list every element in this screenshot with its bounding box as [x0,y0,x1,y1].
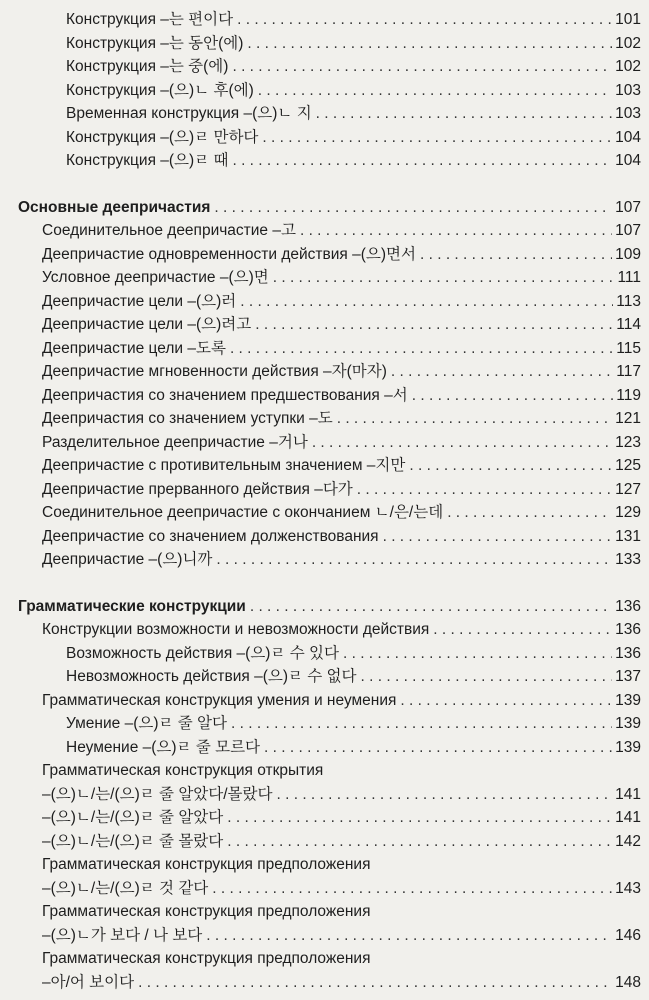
entry-title: Конструкция –(으)ㄴ 후(에) [66,81,254,99]
toc-entry-row [0,689,649,713]
toc-entry-row [0,384,649,408]
entry-title: –(으)ㄴ/는/(으)ㄹ 줄 알았다/몰랐다 [42,785,273,803]
toc-entry-row [0,478,649,502]
entry-title: Деепричастия со значением предшествования –서 [42,386,408,404]
page-number: 148 [615,973,641,991]
page-number: 114 [616,316,641,333]
entry-title: Условное деепричастие –(으)면 [42,269,269,286]
entry-title: Разделительное деепричастие –거나 [42,433,308,451]
dot-leader [420,243,612,267]
toc-entry-row [0,877,649,901]
page-number: 109 [615,245,641,263]
entry-title: Соединительное деепричастие с окончанием ㄴ/은/는데 [42,504,444,521]
entry-title: –아/어 보이다 [42,973,135,991]
dot-leader [237,8,612,32]
entry-title: Грамматическая конструкция предположения [42,903,371,920]
dot-leader [255,313,613,337]
entry-title: Деепричастие со значением долженствования [42,527,379,545]
toc-entry-row [0,806,649,830]
toc-entry-row [0,853,649,877]
toc-entry [42,759,641,783]
toc-entry [42,689,641,713]
toc-entry-row [0,243,649,267]
section-title: Грамматические конструкции [18,597,246,615]
toc-entry-row [0,55,649,79]
entry-title: Соединительное деепричастие –고 [42,222,296,239]
page-number: 142 [615,832,641,850]
page-number: 141 [615,785,641,803]
toc-entry [42,877,641,901]
entry-title: –(으)ㄴ/는/(으)ㄹ 것 같다 [42,879,209,897]
page-number: 102 [615,58,641,75]
page-number: 123 [615,433,641,451]
toc-entry [66,55,641,79]
toc-entry-row [0,290,649,314]
dot-leader [227,830,612,854]
dot-leader [300,219,612,243]
entry-title: Деепричастие цели –(으)러 [42,292,237,310]
page-number: 125 [615,457,641,474]
toc-entry-row [0,971,649,995]
toc-entry-row [0,712,649,736]
toc-entry-row [0,525,649,549]
table-of-contents [0,8,649,994]
dot-leader [227,806,612,830]
page-number: 131 [615,527,641,545]
dot-leader [262,126,612,150]
toc-entry [42,243,641,267]
page-number: 119 [616,386,641,404]
dot-leader [212,877,612,901]
dot-leader [337,407,612,431]
page-number: 143 [615,879,641,897]
toc-entry-row [0,642,649,666]
entry-title: Грамматическая конструкция умения и неумения [42,691,397,709]
dot-leader [240,290,613,314]
page-number: 104 [615,128,641,146]
toc-entry-row [0,407,649,431]
entry-title: –(으)ㄴ가 보다 / 나 보다 [42,926,203,944]
toc-entry-row [0,149,649,173]
page-number: 111 [617,269,641,286]
entry-title: Конструкция –(으)ㄹ 때 [66,152,229,169]
section-spacer [0,572,649,595]
toc-entry [42,548,641,572]
page-number: 103 [615,81,641,99]
toc-entry-row [0,548,649,572]
toc-entry [42,618,641,642]
toc-entry-row [0,830,649,854]
toc-entry [18,196,641,220]
toc-entry-row [0,79,649,103]
toc-entry-row [0,313,649,337]
dot-leader [433,618,612,642]
page-number: 107 [615,198,641,216]
toc-entry-row [0,360,649,384]
entry-title: Возможность действия –(으)ㄹ 수 있다 [66,644,339,662]
toc-entry [42,407,641,431]
toc-entry [42,525,641,549]
toc-entry-row [0,665,649,689]
toc-entry-row [0,266,649,290]
toc-entry-row [0,219,649,243]
dot-leader [273,266,614,290]
dot-leader [214,196,612,220]
entry-title: Деепричастие прерванного действия –다가 [42,480,353,498]
dot-leader [312,431,612,455]
entry-title: Конструкция –는 중(에) [66,58,229,75]
toc-entry [66,32,641,56]
toc-entry-row [0,924,649,948]
dot-leader [412,384,614,408]
entry-title: Грамматическая конструкция предположения [42,950,371,967]
toc-entry [42,853,641,877]
toc-entry-row [0,431,649,455]
page-number: 136 [615,621,641,638]
toc-entry [66,642,641,666]
toc-entry [66,149,641,173]
toc-section-row [0,196,649,220]
toc-entry-row [0,759,649,783]
toc-entry [18,595,641,619]
entry-title: Конструкции возможности и невозможности действия [42,621,430,638]
dot-leader [232,55,612,79]
toc-entry [66,8,641,32]
entry-title: –(으)ㄴ/는/(으)ㄹ 줄 몰랐다 [42,832,224,850]
toc-entry [66,736,641,760]
entry-title: Умение –(으)ㄹ 줄 알다 [66,715,227,732]
toc-entry [42,478,641,502]
dot-leader [206,924,612,948]
toc-entry-row [0,947,649,971]
entry-title: Неумение –(으)ㄹ 줄 모르다 [66,738,261,756]
dot-leader [276,783,612,807]
toc-entry [42,219,641,243]
toc-entry [42,454,641,478]
dot-leader [231,712,612,736]
toc-entry [42,830,641,854]
dot-leader [247,32,612,56]
dot-leader [391,360,613,384]
toc-entry-row [0,454,649,478]
dot-leader [258,79,612,103]
dot-leader [400,689,612,713]
entry-title: Конструкция –는 동안(에) [66,34,244,52]
page-number: 129 [615,504,641,521]
page-number: 103 [615,105,641,122]
dot-leader [447,501,612,525]
toc-entry [42,431,641,455]
toc-entry-row [0,102,649,126]
dot-leader [383,525,613,549]
toc-entry [42,266,641,290]
page-number: 141 [615,809,641,826]
toc-entry [42,783,641,807]
toc-section-row [0,595,649,619]
toc-entry-row [0,126,649,150]
entry-title: Деепричастие цели –(으)려고 [42,316,252,333]
toc-entry-row [0,501,649,525]
toc-entry-row [0,900,649,924]
entry-title: Деепричастие с противительным значением –지만 [42,457,406,474]
entry-title: Деепричастие одновременности действия –(으)면서 [42,245,416,263]
page-number: 139 [615,715,641,732]
page-number: 139 [615,691,641,709]
page-number: 133 [615,551,641,568]
entry-title: Невозможность действия –(으)ㄹ 수 없다 [66,668,357,685]
toc-entry-row [0,8,649,32]
toc-entry [66,126,641,150]
toc-entry [42,384,641,408]
toc-entry [42,971,641,995]
entry-title: Деепричастие –(으)니까 [42,551,213,568]
section-title: Основные деепричастия [18,198,211,216]
page-number: 127 [615,480,641,498]
page-number: 104 [615,152,641,169]
toc-entry [66,712,641,736]
toc-entry [66,102,641,126]
toc-entry-row [0,783,649,807]
entry-title: Деепричастие цели –도록 [42,339,226,357]
dot-leader [361,665,613,689]
page-number: 146 [615,926,641,944]
page-number: 121 [615,410,641,427]
entry-title: –(으)ㄴ/는/(으)ㄹ 줄 알았다 [42,809,224,826]
entry-title: Грамматическая конструкция открытия [42,762,324,779]
page-number: 113 [616,292,641,310]
toc-entry [42,947,641,971]
toc-entry [42,337,641,361]
dot-leader [138,971,612,995]
toc-entry-row [0,736,649,760]
toc-entry [42,290,641,314]
dot-leader [230,337,613,361]
dot-leader [343,642,612,666]
entry-title: Деепричастие мгновенности действия –자(마자) [42,363,387,380]
toc-entry-row [0,32,649,56]
toc-entry [42,313,641,337]
dot-leader [409,454,612,478]
toc-entry [42,360,641,384]
entry-title: Конструкция –(으)ㄹ 만하다 [66,128,259,146]
toc-entry [42,924,641,948]
page-number: 115 [616,339,641,357]
dot-leader [250,595,612,619]
toc-entry [66,665,641,689]
toc-entry [66,79,641,103]
page-number: 139 [615,738,641,756]
dot-leader [357,478,612,502]
page-number: 102 [615,34,641,52]
page-number: 136 [615,597,641,615]
toc-entry [42,501,641,525]
toc-entry [42,900,641,924]
entry-title: Деепричастия со значением уступки –도 [42,410,333,427]
dot-leader [316,102,612,126]
section-spacer [0,173,649,196]
page-number: 101 [615,11,641,28]
dot-leader [216,548,612,572]
entry-title: Конструкция –는 편이다 [66,11,234,28]
page-number: 137 [615,668,641,685]
dot-leader [232,149,612,173]
entry-title: Грамматическая конструкция предположения [42,856,371,873]
page-number: 107 [615,222,641,239]
toc-entry-row [0,618,649,642]
dot-leader [264,736,612,760]
toc-entry-row [0,337,649,361]
page-number: 136 [615,644,641,662]
toc-entry [42,806,641,830]
page-number: 117 [616,363,641,380]
entry-title: Временная конструкция –(으)ㄴ 지 [66,105,312,122]
